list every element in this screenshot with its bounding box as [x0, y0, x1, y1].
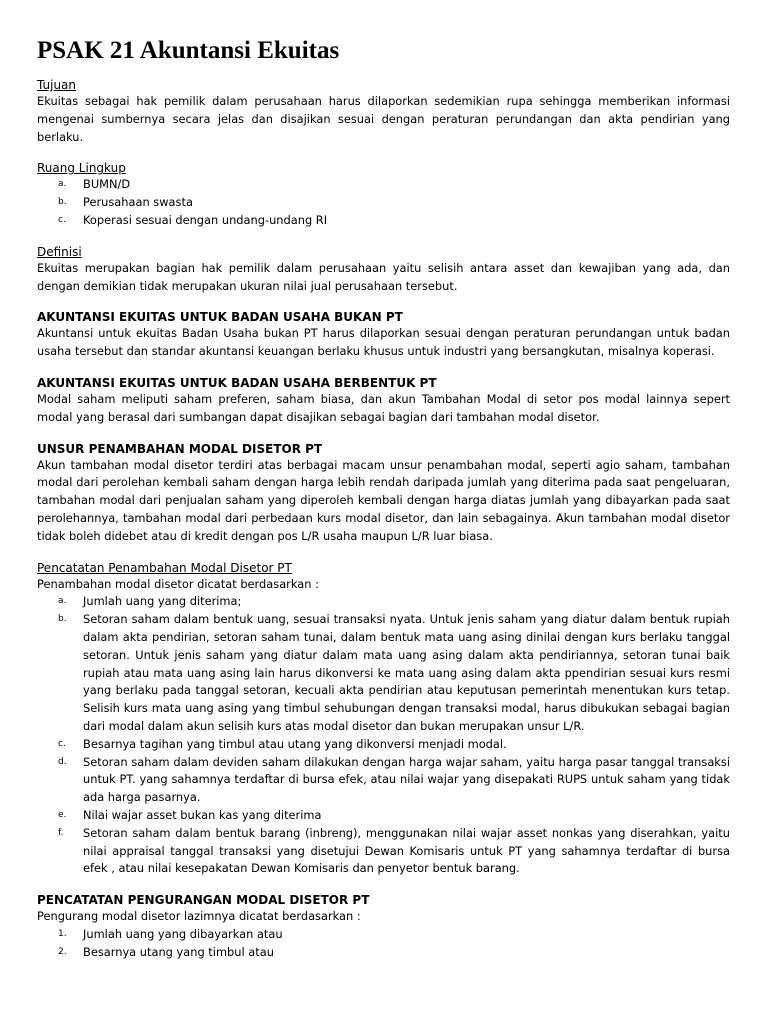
list-marker: b. — [58, 197, 67, 208]
document-title: PSAK 21 Akuntansi Ekuitas — [37, 37, 340, 64]
list-item-text: Nilai wajar asset bukan kas yang diterima — [83, 807, 322, 822]
section-ruang-lingkup — [37, 160, 730, 229]
section-heading: Pencatatan Penambahan Modal Disetor PT — [37, 560, 292, 575]
list-item — [37, 611, 730, 736]
list-marker: c. — [58, 214, 66, 225]
ruang-lingkup-list — [37, 176, 730, 229]
list-item — [37, 926, 730, 944]
section-intro: Pengurang modal disetor lazimnya dicatat berdasarkan : — [37, 909, 361, 924]
section-heading: UNSUR PENAMBAHAN MODAL DISETOR PT — [37, 441, 323, 456]
section-body: Ekuitas merupakan bagian hak pemilik dalam perusahaan yaitu selisih antara asset dan kewajiban yang ada, dan dengan demikian tidak merupakan ukuran nilai jual perusahaan tersebut. — [37, 260, 730, 293]
list-item — [37, 754, 730, 807]
list-item — [37, 176, 730, 194]
list-item-text: Besarnya utang yang timbul atau — [83, 944, 274, 959]
list-item-text: Jumlah uang yang diterima; — [83, 594, 242, 609]
list-item — [37, 736, 730, 754]
list-item-text: Perusahaan swasta — [83, 195, 193, 210]
list-marker: a. — [58, 179, 67, 190]
section-heading: AKUNTANSI EKUITAS UNTUK BADAN USAHA BERBENTUK PT — [37, 375, 437, 390]
section-heading: PENCATATAN PENGURANGAN MODAL DISETOR PT — [37, 893, 370, 908]
section-berbentuk-pt — [37, 375, 730, 427]
section-body: Modal saham meliputi saham preferen, saham biasa, dan akun Tambahan Modal di setor pos modal lainnya sepert modal yang berasal dari sumbangan dapat disajikan sebagai bagian dari tambahan modal disetor. — [37, 391, 730, 424]
list-item — [37, 825, 730, 878]
section-body: Akun tambahan modal disetor terdiri atas berbagai macam unsur penambahan modal, seperti agio saham, tambahan modal dari perolehan kembali saham dengan harga lebih rendah daripada jumlah yang diterima pada saat pengeluaran, tambahan modal dari penjualan saham yang diperoleh kembali dengan harga diatas jumlah yang dibayarkan pada saat perolehannya, tambahan modal dari perbedaan kurs modal disetor, dan lain sebagainya. Akun tambahan modal disetor tidak boleh didebet atau di kredit dengan pos L/R usaha maupun L/R luar biasa. — [37, 457, 730, 543]
list-item — [37, 593, 730, 611]
section-pencatatan-penambahan — [37, 560, 730, 879]
pengurangan-list — [37, 926, 730, 962]
list-item — [37, 212, 730, 230]
section-heading: AKUNTANSI EKUITAS UNTUK BADAN USAHA BUKAN PT — [37, 310, 403, 325]
section-pencatatan-pengurangan — [37, 892, 730, 961]
list-marker: f. — [58, 827, 64, 838]
section-unsur — [37, 441, 730, 546]
section-heading: Definisi — [37, 244, 82, 259]
section-tujuan — [37, 77, 730, 146]
list-item-text: Setoran saham dalam deviden saham dilakukan dengan harga wajar saham, yaitu harga pasar tanggal transaksi untuk PT. yang sahamnya terdaftar di bursa efek, atau nilai wajar yang disepakati RUPS untuk saham yang tidak ada harga pasarnya. — [83, 754, 730, 805]
section-body: Ekuitas sebagai hak pemilik dalam perusahaan harus dilaporkan sedemikian rupa sehingga memberikan informasi mengenai sumbernya secara jelas dan disajikan sesuai dengan peraturan perundangan dan akta pendirian yang berlaku. — [37, 94, 730, 144]
list-item — [37, 194, 730, 212]
section-heading: Tujuan — [37, 78, 77, 92]
list-item-text: Besarnya tagihan yang timbul atau utang yang dikonversi menjadi modal. — [83, 736, 507, 751]
list-item-text: Jumlah uang yang dibayarkan atau — [83, 926, 283, 941]
section-heading: Ruang Lingkup — [37, 161, 126, 176]
list-marker: e. — [58, 809, 67, 820]
list-item-text: Setoran saham dalam bentuk barang (inbreng), menggunakan nilai wajar asset nonkas yang diserahkan, yaitu nilai appraisal tanggal transaksi yang disetujui Dewan Komisaris untuk PT yang sahamnya terdaftar di bursa efek , atau nilai kesepakatan Dewan Komisaris dan penyetor bentuk barang. — [83, 825, 730, 876]
list-marker: d. — [58, 756, 67, 767]
section-body: Akuntansi untuk ekuitas Badan Usaha bukan PT harus dilaporkan sesuai dengan peraturan perundangan untuk badan usaha tersebut dan standar akuntansi keuangan berlaku khusus untuk industri yang bersangkutan, misalnya koperasi. — [37, 326, 730, 359]
list-item — [37, 944, 730, 962]
list-item-text: BUMN/D — [83, 177, 131, 192]
penambahan-list — [37, 593, 730, 878]
list-item — [37, 807, 730, 825]
list-marker: a. — [58, 596, 67, 607]
list-item-text: Setoran saham dalam bentuk uang, sesuai transaksi nyata. Untuk jenis saham yang diatur dalam bentuk rupiah dalam akta pendirian, setoran saham tunai, dalam bentuk mata uang asing dinilai dengan kurs berlaku tanggal setoran. Untuk jenis saham yang diatur dalam mata uang asing dalam akta pendiriannya, setoran tunai baik rupiah atau mata uang asing lain harus dikonversi ke mata uang asing dalam akta ppendirian sesuai kurs resmi yang berlaku pada tanggal setoran, kecuali akta pendirian atau keputusan pemerintah menentukan kurs tetap. Selisih kurs mata uang asing yang timbul sehubungan dengan transaksi modal, harus dibukukan sebagai bagian dari modal dalam akun selisih kurs atas modal disetor dan bukan merupakan unsur L/R. — [83, 612, 730, 733]
list-marker: 2. — [58, 946, 67, 957]
section-intro: Penambahan modal disetor dicatat berdasarkan : — [37, 576, 319, 591]
section-definisi — [37, 244, 730, 296]
section-bukan-pt — [37, 309, 730, 361]
list-marker: c. — [58, 738, 66, 749]
list-marker: b. — [58, 614, 67, 625]
list-marker: 1. — [58, 928, 67, 939]
list-item-text: Koperasi sesuai dengan undang-undang RI — [83, 212, 328, 227]
